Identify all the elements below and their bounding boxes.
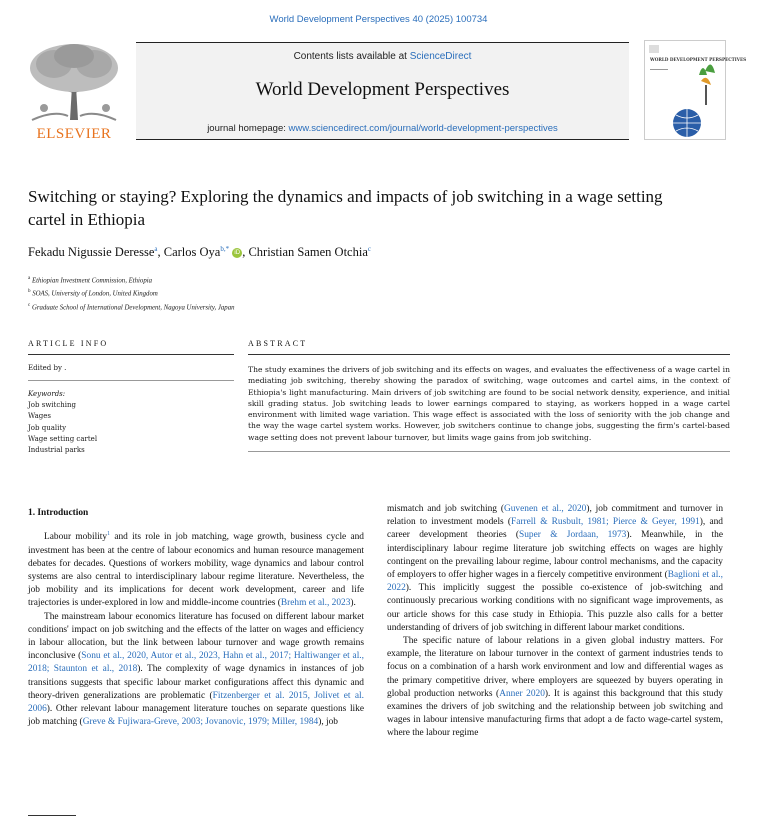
text-run: ), and career development theories ( [387,517,723,541]
edited-by: Edited by . [28,364,234,381]
journal-homepage-link[interactable]: www.sciencedirect.com/journal/world-development-perspectives [288,123,558,134]
affiliation-marker: c [28,302,31,308]
text-run: ). [350,598,356,609]
orcid-icon[interactable]: iD [232,248,242,258]
citation-link[interactable]: Brehm et al., 2023 [280,598,351,609]
affiliation-line [28,300,235,313]
elsevier-tree-icon [24,42,124,120]
text-run: Labour mobility [44,532,108,543]
text-run: The specific nature of labour relations in a given global industry matters. For example, the literature on labour turnover in the context of garment industries tends to focus on a combination of a harsh work environment and low and differential wages as the primary competitive driver, where employers are squeezed by buyers operating in global production networks ( [387,636,723,699]
publisher-logo[interactable] [24,42,124,142]
abstract-heading: ABSTRACT [248,339,730,355]
affiliation-marker: a [28,276,31,281]
affiliation-text: Ethiopian Investment Commission, Ethiopia [31,277,153,285]
body-column-left [28,507,364,729]
citation-link[interactable]: Baglioni et al., 2022 [387,570,723,594]
affiliation-line [28,286,235,299]
citation-link[interactable]: Super & Jordaan, 1973 [519,530,627,541]
homepage-line [136,123,629,134]
journal-citation[interactable]: World Development Perspectives 40 (2025) 100734 [269,14,488,25]
publisher-name: ELSEVIER [36,126,112,142]
citation-link[interactable]: Farrell & Rusbult, 1981; Pierce & Geyer, 1991 [511,517,700,528]
homepage-prefix: journal homepage: [207,123,289,134]
abstract-text: The study examines the drivers of job switching and its effects on wages, and evaluates the effectiveness of a wage cartel in mediating job switching, thereby showing the paradox of switching, wage outcomes and cartel aims, in the context of Ethiopia's light manufacturing. Main drivers of job switching are found to be social network density, experience, and initial skill grading status. Job switching leads to lower earnings compared to staying, as workers hopped in a wage cartel environment with limited wage variation. This wage effect is associated with the loss of seniority with the job change and the way the wage cartel system works. However, job switchers continue to change jobs, suggesting the firm's cartel-based wage setting does not prevent labour turnover, but limits wage gains from job switching. [248,364,730,452]
author-affiliation-marker[interactable]: b,* [220,245,230,253]
keyword: Wage setting cartel [28,434,98,443]
footnote-marker[interactable]: 1 [107,531,111,538]
affiliation-text: Graduate School of International Development, Nagoya University, Japan [31,303,235,311]
article-title: Switching or staying? Exploring the dynamics and impacts of job switching in a wage setting cartel in Ethiopia [28,187,663,229]
author-affiliation-marker[interactable]: a [154,245,158,253]
text-run: and its role in job matching, wage growth, business cycle and investment has been at the centre of labour economics and human resource management debates for decades. Questions of workers mobility, wage dynamics and labour control systems are also central to interdisciplinary labour regime literature. Nevertheless, the job mobility and its implications for decent work development, career and life trajectories is under-explored in low and middle-income countries ( [28,532,364,609]
text-run: ). Meanwhile, in the interdisciplinary labour regime literature job switching effects on wages are highly contingent on the prevailing labour regime, labour control mechanisms, and the capacity of employers to offer higher wages in a fiercely competitive environment ( [387,530,723,581]
author-name[interactable]: Carlos Oya [163,245,221,260]
journal-title: World Development Perspectives [255,79,510,100]
keyword: Job quality [28,423,67,432]
contents-line [136,51,629,62]
author-name[interactable]: Fekadu Nigussie Deresse [28,245,155,260]
author-affiliation-marker[interactable]: c [367,245,371,253]
body-paragraph [387,635,723,741]
text-run: ). It is against this background that this study examines the drivers of job switching and the relationship between job switching and wages in labour intensive manufacturing firms that adopt a de facto wage-cartel system, where the labour regime [387,688,723,739]
keyword: Job switching [28,401,77,410]
text-run: The mainstream labour economics literature has focused on different labour market conditions' impact on job switching and the effects of the latter on wages and efficiency in labour allocation, but the link between labour turnover and wage growth remains inconclusive ( [28,611,364,662]
citation-link[interactable]: Fitzenberger et al. 2015, Jolivet et al. 2006 [28,690,364,714]
keyword: Wages [28,412,51,421]
journal-cover-thumbnail[interactable] [644,40,747,140]
keyword: Industrial parks [28,446,85,455]
text-run: ), job commitment and turnover in relation to investment models ( [387,504,724,528]
affiliation-marker: b [28,289,31,295]
affiliations [28,273,235,313]
body-paragraph [28,611,364,730]
journal-masthead [136,42,629,140]
affiliation-line [28,273,235,286]
body-paragraph [28,528,364,610]
contents-prefix: Contents lists available at [293,51,410,62]
section-heading: 1. Introduction [28,508,89,518]
body-column-right [387,503,723,741]
body-paragraph [387,503,723,635]
citation-link[interactable]: Anner 2020 [499,688,545,699]
text-run: ). This implicitly suggest the possible co-existence of job-switching and continuously precarious working conditions with no significant wage improvements, as our article shows for this case study in Ethiopia. This puzzle also calls for a better understanding of drivers of job switching in different labour market conditions. [387,583,723,633]
cover-title: WORLD DEVELOPMENT PERSPECTIVES [650,57,747,62]
citation-link[interactable]: Sonu et al., 2020, Autor et al., 2023, Hahn et al., 2017; Haltiwanger et al., 2018; Staunton et al., 2018 [28,651,364,675]
citation-link[interactable]: Greve & Fujiwara-Greve, 2003; Jovanovic, 1979; Miller, 1984 [82,717,319,728]
keywords-heading: Keywords: [28,390,66,398]
citation-link[interactable]: Guvenen et al., 2020 [503,504,587,514]
text-run: ), job [318,717,338,728]
journal-cover-icon [645,41,747,139]
affiliation-text: SOAS, University of London, United Kingdom [32,290,158,298]
text-run: ). The complexity of wage dynamics in instances of job transitions suggests that specific labour market configurations affect this dynamic and theory-driven generalizations are problematic ( [28,664,364,701]
text-run: ). Other relevant labour management literature touches on separate questions like job matching ( [28,703,364,728]
text-run: mismatch and job switching ( [387,504,504,514]
keywords-block [28,389,234,456]
sciencedirect-link[interactable]: ScienceDirect [409,51,472,62]
author-list: Fekadu Nigussie Deresse$^a$, Carlos Oya$^{b,*}$ iD , Christian Samen Otchia$^c$ [28,245,371,260]
footnote-divider [28,815,76,816]
author-name[interactable]: Christian Samen Otchia [248,245,368,260]
article-info-heading: ARTICLE INFO [28,339,234,355]
